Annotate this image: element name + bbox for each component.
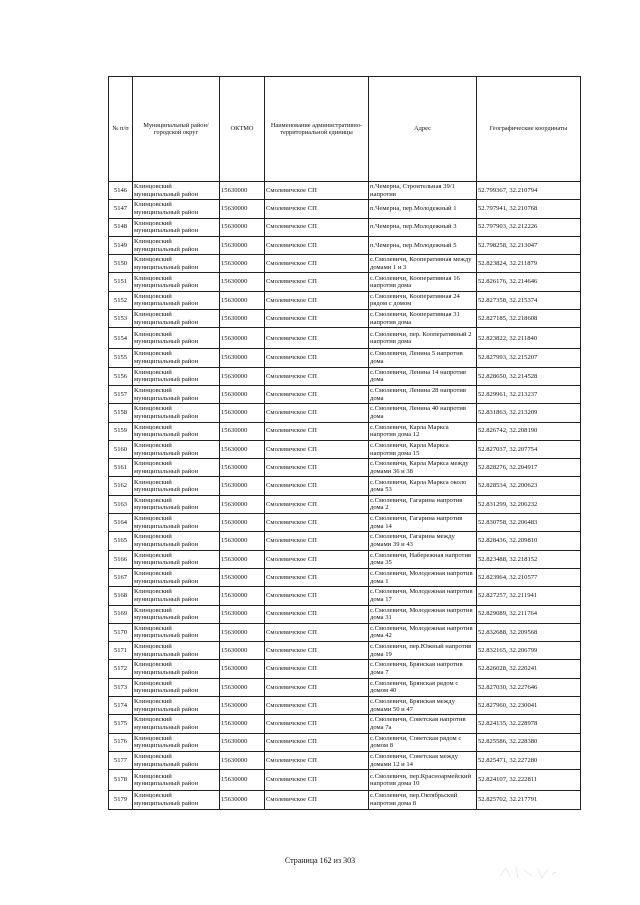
cell-address: с.Смолевичи, Гагарина напротив дома 2: [369, 495, 477, 513]
cell-coords: 52.827960, 32.230041: [477, 697, 581, 715]
cell-unit: Смолевичское СП: [265, 273, 369, 291]
cell-address: с.Смолевичи, Молодежная напротив дома 42: [369, 623, 477, 641]
table-row: [109, 459, 581, 477]
cell-district: Клинцовский муниципальный район: [133, 550, 220, 568]
cell-district: Клинцовский муниципальный район: [133, 697, 220, 715]
cell-oktmo: 15630000: [220, 367, 265, 385]
cell-coords: 52.832688, 32.209568: [477, 623, 581, 641]
cell-address: с.Смолевичи, Брянская между домами 50 и 47: [369, 697, 477, 715]
cell-coords: 52.797941, 32.210768: [477, 200, 581, 218]
cell-unit: Смолевичское СП: [265, 568, 369, 586]
cell-coords: 52.826742, 32.208190: [477, 422, 581, 440]
cell-district: Клинцовский муниципальный район: [133, 660, 220, 678]
cell-oktmo: 15630000: [220, 273, 265, 291]
cell-num: 5170: [109, 623, 133, 641]
header-oktmo: ОКТМО: [220, 77, 265, 182]
cell-address: с.Смолевичи, Кооперативная между домами 1 и 3: [369, 255, 477, 273]
cell-address: с.Смолевичи, Кооперативная 31 напротив дома: [369, 310, 477, 328]
cell-address: п.Чемерна, Строительная 39/1 напротив: [369, 182, 477, 200]
cell-coords: 52.831863, 32.213209: [477, 404, 581, 422]
cell-num: 5150: [109, 255, 133, 273]
cell-oktmo: 15630000: [220, 623, 265, 641]
cell-num: 5148: [109, 218, 133, 236]
cell-num: 5158: [109, 404, 133, 422]
cell-unit: Смолевичское СП: [265, 791, 369, 809]
cell-oktmo: 15630000: [220, 440, 265, 458]
cell-unit: Смолевичское СП: [265, 550, 369, 568]
table-row: [109, 291, 581, 309]
table-row: [109, 605, 581, 623]
cell-district: Клинцовский муниципальный район: [133, 273, 220, 291]
cell-coords: 52.827993, 32.215207: [477, 349, 581, 367]
cell-address: с.Смолевичи, Набережная напротив дома 35: [369, 550, 477, 568]
cell-oktmo: 15630000: [220, 642, 265, 660]
table-row: [109, 660, 581, 678]
cell-address: с.Смолевичи, Кооперативная 24 рядом с домом: [369, 291, 477, 309]
cell-address: с.Смолевичи, Брянская рядом с домом 40: [369, 678, 477, 696]
cell-address: с.Смолевичи, Советская между домами 12 и 14: [369, 751, 477, 769]
cell-oktmo: 15630000: [220, 182, 265, 200]
cell-oktmo: 15630000: [220, 495, 265, 513]
cell-coords: 52.825586, 32.228380: [477, 733, 581, 751]
cell-num: 5176: [109, 733, 133, 751]
cell-district: Клинцовский муниципальный район: [133, 310, 220, 328]
cell-coords: 52.824135, 32.228978: [477, 715, 581, 733]
cell-address: с.Смолевичи, Молодежная напротив дома 17: [369, 587, 477, 605]
cell-unit: Смолевичское СП: [265, 200, 369, 218]
cell-district: Клинцовский муниципальный район: [133, 532, 220, 550]
cell-unit: Смолевичское СП: [265, 477, 369, 495]
data-table: [108, 76, 581, 810]
cell-district: Клинцовский муниципальный район: [133, 568, 220, 586]
table-row: [109, 440, 581, 458]
cell-district: Клинцовский муниципальный район: [133, 642, 220, 660]
cell-coords: 52.826176, 32.214646: [477, 273, 581, 291]
cell-num: 5152: [109, 291, 133, 309]
cell-district: Клинцовский муниципальный район: [133, 678, 220, 696]
cell-district: Клинцовский муниципальный район: [133, 200, 220, 218]
cell-coords: 52.828436, 32.209810: [477, 532, 581, 550]
cell-num: 5154: [109, 328, 133, 349]
table-row: [109, 236, 581, 254]
cell-address: п.Чемерна, пер.Молодежный 1: [369, 200, 477, 218]
cell-unit: Смолевичское СП: [265, 697, 369, 715]
cell-district: Клинцовский муниципальный район: [133, 255, 220, 273]
cell-district: Клинцовский муниципальный район: [133, 385, 220, 403]
cell-num: 5167: [109, 568, 133, 586]
cell-unit: Смолевичское СП: [265, 349, 369, 367]
cell-address: с.Смолевичи, Советская напротив дома 7а: [369, 715, 477, 733]
cell-coords: 52.824107, 32.222811: [477, 770, 581, 791]
cell-unit: Смолевичское СП: [265, 255, 369, 273]
cell-coords: 52.827030, 32.227646: [477, 678, 581, 696]
cell-district: Клинцовский муниципальный район: [133, 291, 220, 309]
cell-unit: Смолевичское СП: [265, 532, 369, 550]
cell-address: с.Смолевичи, Гагарина напротив дома 14: [369, 514, 477, 532]
cell-unit: Смолевичское СП: [265, 678, 369, 696]
cell-district: Клинцовский муниципальный район: [133, 404, 220, 422]
cell-unit: Смолевичское СП: [265, 733, 369, 751]
cell-coords: 52.797903, 32.212226: [477, 218, 581, 236]
header-row: [109, 77, 581, 182]
cell-oktmo: 15630000: [220, 568, 265, 586]
cell-district: Клинцовский муниципальный район: [133, 751, 220, 769]
cell-oktmo: 15630000: [220, 514, 265, 532]
cell-oktmo: 15630000: [220, 349, 265, 367]
cell-district: Клинцовский муниципальный район: [133, 182, 220, 200]
cell-num: 5156: [109, 367, 133, 385]
table-row: [109, 568, 581, 586]
header-address: Адрес: [369, 77, 477, 182]
cell-address: с.Смолевичи, Брянская напротив дома 7: [369, 660, 477, 678]
cell-district: Клинцовский муниципальный район: [133, 422, 220, 440]
cell-num: 5163: [109, 495, 133, 513]
table-row: [109, 404, 581, 422]
cell-oktmo: 15630000: [220, 550, 265, 568]
header-coords: Географические координаты: [477, 77, 581, 182]
cell-district: Клинцовский муниципальный район: [133, 605, 220, 623]
table-row: [109, 770, 581, 791]
cell-district: Клинцовский муниципальный район: [133, 770, 220, 791]
table-row: [109, 587, 581, 605]
cell-unit: Смолевичское СП: [265, 459, 369, 477]
cell-unit: Смолевичское СП: [265, 404, 369, 422]
cell-unit: Смолевичское СП: [265, 605, 369, 623]
cell-coords: 52.829961, 32.213237: [477, 385, 581, 403]
cell-num: 5178: [109, 770, 133, 791]
cell-district: Клинцовский муниципальный район: [133, 328, 220, 349]
cell-num: 5146: [109, 182, 133, 200]
cell-coords: 52.823824, 32.211879: [477, 255, 581, 273]
table-row: [109, 623, 581, 641]
cell-coords: 52.823964, 32.210577: [477, 568, 581, 586]
cell-unit: Смолевичское СП: [265, 236, 369, 254]
cell-oktmo: 15630000: [220, 660, 265, 678]
cell-unit: Смолевичское СП: [265, 328, 369, 349]
table-row: [109, 367, 581, 385]
cell-num: 5153: [109, 310, 133, 328]
cell-address: с.Смолевичи, Ленина 5 напротив дома: [369, 349, 477, 367]
cell-num: 5165: [109, 532, 133, 550]
cell-oktmo: 15630000: [220, 733, 265, 751]
cell-district: Клинцовский муниципальный район: [133, 459, 220, 477]
cell-num: 5174: [109, 697, 133, 715]
cell-unit: Смолевичское СП: [265, 385, 369, 403]
cell-oktmo: 15630000: [220, 715, 265, 733]
cell-unit: Смолевичское СП: [265, 495, 369, 513]
cell-num: 5164: [109, 514, 133, 532]
cell-address: п.Чемерна, пер.Молодежный 5: [369, 236, 477, 254]
cell-unit: Смолевичское СП: [265, 751, 369, 769]
table-row: [109, 642, 581, 660]
cell-address: с.Смолевичи, Советская рядом с домом 8: [369, 733, 477, 751]
cell-unit: Смолевичское СП: [265, 623, 369, 641]
cell-coords: 52.799367, 32.210794: [477, 182, 581, 200]
cell-coords: 52.827185, 32.218608: [477, 310, 581, 328]
cell-address: с.Смолевичи, пер. Кооперативный 2 напротив дома: [369, 328, 477, 349]
cell-oktmo: 15630000: [220, 218, 265, 236]
cell-unit: Смолевичское СП: [265, 422, 369, 440]
cell-unit: Смолевичское СП: [265, 660, 369, 678]
cell-oktmo: 15630000: [220, 477, 265, 495]
header-num: № п/п: [109, 77, 133, 182]
cell-unit: Смолевичское СП: [265, 291, 369, 309]
page-number: Страница 162 из 303: [284, 856, 356, 865]
table-row: [109, 328, 581, 349]
table-row: [109, 422, 581, 440]
cell-address: с.Смолевичи, Ленина 40 напротив дома: [369, 404, 477, 422]
cell-coords: 52.830758, 32.206483: [477, 514, 581, 532]
table-row: [109, 532, 581, 550]
table-row: [109, 182, 581, 200]
cell-district: Клинцовский муниципальный район: [133, 495, 220, 513]
cell-num: 5155: [109, 349, 133, 367]
table-row: [109, 715, 581, 733]
cell-unit: Смолевичское СП: [265, 514, 369, 532]
header-unit: Наименование административно-территориальной единицы: [265, 77, 369, 182]
cell-num: 5160: [109, 440, 133, 458]
cell-oktmo: 15630000: [220, 770, 265, 791]
cell-unit: Смолевичское СП: [265, 367, 369, 385]
cell-address: с.Смолевичи, Карла Маркса между домами 36 и 38: [369, 459, 477, 477]
cell-unit: Смолевичское СП: [265, 587, 369, 605]
cell-oktmo: 15630000: [220, 291, 265, 309]
cell-unit: Смолевичское СП: [265, 770, 369, 791]
cell-district: Клинцовский муниципальный район: [133, 733, 220, 751]
cell-district: Клинцовский муниципальный район: [133, 791, 220, 809]
cell-oktmo: 15630000: [220, 697, 265, 715]
cell-district: Клинцовский муниципальный район: [133, 440, 220, 458]
cell-coords: 52.826028, 32.220241: [477, 660, 581, 678]
cell-address: п.Чемерна, пер.Молодежный 3: [369, 218, 477, 236]
cell-address: с.Смолевичи, Карла Маркса напротив дома 15: [369, 440, 477, 458]
table-row: [109, 349, 581, 367]
cell-district: Клинцовский муниципальный район: [133, 236, 220, 254]
cell-num: 5149: [109, 236, 133, 254]
table-row: [109, 678, 581, 696]
cell-coords: 52.828276, 32.204917: [477, 459, 581, 477]
cell-coords: 52.827257, 32.211941: [477, 587, 581, 605]
table-row: [109, 218, 581, 236]
table-row: [109, 273, 581, 291]
cell-num: 5177: [109, 751, 133, 769]
cell-num: 5171: [109, 642, 133, 660]
table-row: [109, 733, 581, 751]
table-row: [109, 310, 581, 328]
cell-unit: Смолевичское СП: [265, 642, 369, 660]
table-row: [109, 751, 581, 769]
cell-num: 5151: [109, 273, 133, 291]
cell-district: Клинцовский муниципальный район: [133, 623, 220, 641]
cell-num: 5173: [109, 678, 133, 696]
table-row: [109, 200, 581, 218]
cell-address: с.Смолевичи, Карла Маркса напротив дома 12: [369, 422, 477, 440]
cell-coords: 52.798258, 32.213047: [477, 236, 581, 254]
cell-oktmo: 15630000: [220, 200, 265, 218]
cell-num: 5179: [109, 791, 133, 809]
cell-oktmo: 15630000: [220, 459, 265, 477]
cell-unit: Смолевичское СП: [265, 715, 369, 733]
cell-oktmo: 15630000: [220, 310, 265, 328]
cell-unit: Смолевичское СП: [265, 218, 369, 236]
cell-address: с.Смолевичи, пер.Красноармейский напротив дома 10: [369, 770, 477, 791]
table-row: [109, 255, 581, 273]
cell-coords: 52.828650, 32.214528: [477, 367, 581, 385]
cell-oktmo: 15630000: [220, 328, 265, 349]
cell-unit: Смолевичское СП: [265, 440, 369, 458]
cell-coords: 52.827037, 32.207754: [477, 440, 581, 458]
cell-oktmo: 15630000: [220, 422, 265, 440]
table-row: [109, 791, 581, 809]
cell-coords: 52.825702, 32.217791: [477, 791, 581, 809]
cell-num: 5175: [109, 715, 133, 733]
cell-coords: 52.828534, 32.200623: [477, 477, 581, 495]
cell-address: с.Смолевичи, Ленина 14 напротив дома: [369, 367, 477, 385]
cell-district: Клинцовский муниципальный район: [133, 514, 220, 532]
cell-oktmo: 15630000: [220, 404, 265, 422]
cell-num: 5169: [109, 605, 133, 623]
header-district: Муниципальный район/городской округ: [133, 77, 220, 182]
table-row: [109, 385, 581, 403]
table-row: [109, 495, 581, 513]
cell-oktmo: 15630000: [220, 791, 265, 809]
cell-num: 5161: [109, 459, 133, 477]
cell-district: Клинцовский муниципальный район: [133, 349, 220, 367]
cell-district: Клинцовский муниципальный район: [133, 367, 220, 385]
cell-oktmo: 15630000: [220, 255, 265, 273]
cell-num: 5162: [109, 477, 133, 495]
cell-unit: Смолевичское СП: [265, 182, 369, 200]
table-row: [109, 514, 581, 532]
cell-address: с.Смолевичи, Карла Маркса около дома 53: [369, 477, 477, 495]
cell-oktmo: 15630000: [220, 587, 265, 605]
cell-oktmo: 15630000: [220, 385, 265, 403]
cell-district: Клинцовский муниципальный район: [133, 715, 220, 733]
cell-unit: Смолевичское СП: [265, 310, 369, 328]
cell-coords: 52.832165, 32.206799: [477, 642, 581, 660]
scan-artifact-decoration: [498, 862, 558, 882]
cell-address: с.Смолевичи, пер.Октябрьский напротив дома 8: [369, 791, 477, 809]
cell-num: 5172: [109, 660, 133, 678]
cell-address: с.Смолевичи, Ленина 28 напротив дома: [369, 385, 477, 403]
cell-address: с.Смолевичи, пер.Южный напротив дома 19: [369, 642, 477, 660]
table-row: [109, 477, 581, 495]
cell-num: 5157: [109, 385, 133, 403]
cell-num: 5159: [109, 422, 133, 440]
cell-oktmo: 15630000: [220, 605, 265, 623]
table-row: [109, 697, 581, 715]
table-row: [109, 550, 581, 568]
cell-oktmo: 15630000: [220, 236, 265, 254]
cell-coords: 52.825471, 32.227280: [477, 751, 581, 769]
cell-coords: 52.829089, 32.211764: [477, 605, 581, 623]
cell-oktmo: 15630000: [220, 532, 265, 550]
cell-coords: 52.831299, 32.206232: [477, 495, 581, 513]
cell-oktmo: 15630000: [220, 678, 265, 696]
cell-coords: 52.823488, 32.218152: [477, 550, 581, 568]
cell-address: с.Смолевичи, Молодежная напротив дома 31: [369, 605, 477, 623]
cell-num: 5166: [109, 550, 133, 568]
cell-district: Клинцовский муниципальный район: [133, 587, 220, 605]
cell-district: Клинцовский муниципальный район: [133, 218, 220, 236]
cell-num: 5168: [109, 587, 133, 605]
cell-oktmo: 15630000: [220, 751, 265, 769]
cell-num: 5147: [109, 200, 133, 218]
cell-address: с.Смолевичи, Кооперативная 16 напротив дома: [369, 273, 477, 291]
cell-coords: 52.827358, 32.215374: [477, 291, 581, 309]
cell-district: Клинцовский муниципальный район: [133, 477, 220, 495]
cell-address: с.Смолевичи, Гагарина между домами 39 и 43: [369, 532, 477, 550]
cell-coords: 52.823822, 32.211840: [477, 328, 581, 349]
cell-address: с.Смолевичи, Молодежная напротив дома 1: [369, 568, 477, 586]
